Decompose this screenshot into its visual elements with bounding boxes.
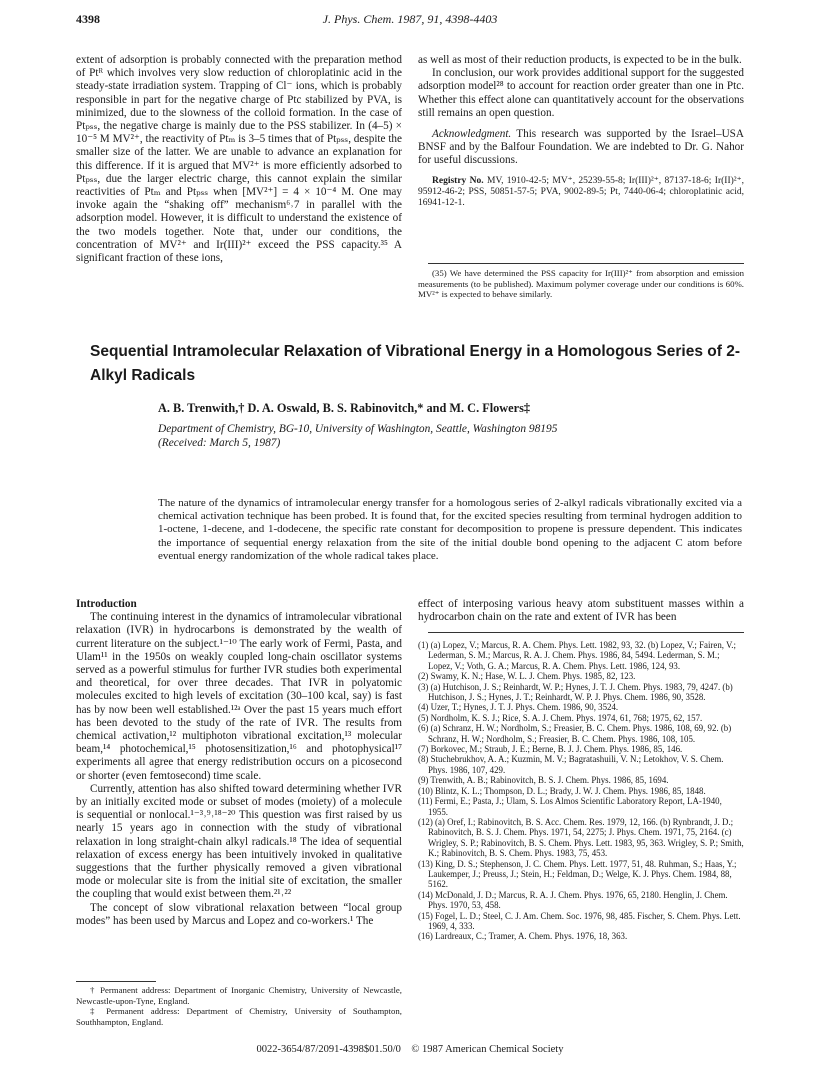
reference-item: (8) Stuchebrukhov, A. A.; Kuzmin, M. V.; Bagratashuili, V. N.; Letokhov, V. S. Chem. Phys. 1986, 107, 429. [418,754,724,775]
page-footer [0,1044,820,1055]
intro-paragraph-3: The concept of slow vibrational relaxation between “local group modes” has been used by Marcus and Lopez and co-workers.¹ The [76,901,402,927]
intro-paragraph-2: Currently, attention has also shifted toward determining whether IVR by an initially excited mode or subset of modes (moiety) of a molecule is sequential or nonlocal.¹⁻³˒⁹˒¹⁸⁻²⁰ This question was first raised by us nearly 15 years ago in connection with the study of vibrational relaxation in long straight-chain alkyl radicals.¹⁸ The idea of sequential relaxation of excess energy has been intuitively invoked in qualitative suggestions that the further physically removed a given vibrational mode or molecular site is from the initial site of excitation, the smaller the coupling that would exist between them.²¹˒²² [76,782,402,901]
conclusion-paragraph: In conclusion, our work provides additional support for the suggested adsorption model²⁸ to account for reaction order greater than one in Ptc. Whether this effect alone can quantitatively account for the observations still remains an open question. [418,67,744,119]
reference-item: (10) Blintz, K. L.; Thompson, D. L.; Brady, J. W. J. Chem. Phys. 1986, 85, 1848. [418,785,706,796]
reference-item: (2) Swamy, K. N.; Hase, W. L. J. Chem. Phys. 1985, 82, 123. [418,671,636,682]
prev-article-left-column [76,54,402,265]
references-divider [428,632,744,633]
reference-item: (12) (a) Oref, I.; Rabinovitch, B. S. Acc. Chem. Res. 1979, 12, 166. (b) Rynbrandt, J. D.; Rabinovitch, B. S. J. Chem. Phys. 1971, 54, 2275; J. Phys. Chem. 1971, 75, 2164. (c) Wrigley, S. P.; Rabinovitch, B. S. Chem. Phys. Lett. 1983, 95, 363. Wrigley, S. P.; Smith, K.; Rabinovitch, B. S. Chem. Phys. 1983, 75, 453. [418,816,744,859]
reference-item: (9) Trenwith, A. B.; Rabinovitch, B. S. J. Chem. Phys. 1986, 85, 1694. [418,775,669,786]
acknowledgment-paragraph [418,128,744,168]
prev-article-text: extent of adsorption is probably connected with the preparation method of Ptᴿ which involves very slow reduction of chloroplatinic acid in the steady-state irradiation system. Trapping of Cl⁻ ions, which is probably responsible in part for the negative charge of Ptc stabilized by PVA, is minimized, due to the slowness of the colloid formation. In the case of Ptₚₛₛ, the negative charge is mainly due to the PSS stabilizer. In (4–5) × 10⁻⁵ M MV²⁺, the reactivity of Ptₘ is 3–5 times that of Ptₚₛₛ, despite the smaller size of the latter. We are unable to advance an explanation for this difference. If it is argued that MV²⁺ is more efficiently adsorbed to Ptₚₛₛ, due the larger electric charge, this cannot explain the similar reactivities of Ptₘ and Ptₚₛₛ when [MV²⁺] = 4 × 10⁻⁴ M. One may invoke again the “shaking off” mechanism⁶˒7 in parallel with the adsorption model. However, it is difficult to understand the existence of the two models together. Note that, under our conditions, the concentration of MV²⁺ and Ir(III)²⁺ exceed the PSS capacity.³⁵ A significant fraction of these ions, [76,54,402,265]
author-footnotes [76,985,402,1027]
prev-article-footnote [418,268,744,300]
acknowledgment-label: Acknowledgment. [432,128,512,141]
reference-item: (5) Nordholm, K. S. J.; Rice, S. A. J. Chem. Phys. 1974, 61, 768; 1975, 62, 157. [418,712,703,723]
footnote-divider [428,263,744,264]
reference-item: (16) Lardreaux, C.; Tramer, A. Chem. Phys. 1976, 18, 363. [418,931,628,942]
footer-copyright: © 1987 American Chemical Society [411,1044,564,1055]
reference-item: (6) (a) Schranz, H. W.; Nordholm, S.; Freasier, B. C. Chem. Phys. 1986, 108, 69, 92. (b) Schranz, H. W.; Nordholm, S.; Freasier, B. C. Chem. Phys. 1986, 108, 105. [418,723,732,744]
acknowledgment-text: This research was supported by the Israel–USA BNSF and by the Balfour Foundation. We are indebted to Dr. G. Nahor for useful discussions. [418,128,744,167]
author-footnote-divider [76,981,156,982]
journal-citation: J. Phys. Chem. 1987, 91, 4398-4403 [322,12,498,26]
reference-item: (4) Uzer, T.; Hynes, J. T. J. Phys. Chem. 1986, 90, 3524. [418,702,619,713]
footnote-double-dagger: ‡ Permanent address: Department of Chemistry, University of Southampton, Southhampton, England. [76,1006,402,1027]
footer-code: 0022-3654/87/2091-4398$01.50/0 [256,1044,401,1055]
registry-numbers [418,176,744,210]
footnote-dagger: † Permanent address: Department of Inorganic Chemistry, University of Newcastle, Newcastle-upon-Tyne, England. [76,985,402,1006]
registry-text: MV, 1910-42-5; MV⁺, 25239-55-8; Ir(III)²⁺, 87137-18-6; Ir(II)²⁺, 95912-46-2; PSS, 50851-57-5; PVA, 9002-89-5; Pt, 7440-06-4; chloroplatinic acid, 16941-12-1. [418,175,745,209]
running-header [76,12,744,30]
intro-right-column [418,598,744,624]
intro-heading: Introduction [76,598,137,610]
reference-item: (7) Borkovec, M.; Straub, J. E.; Berne, B. J. J. Chem. Phys. 1986, 85, 146. [418,744,683,755]
page-number: 4398 [76,12,100,26]
reference-item: (3) (a) Hutchison, J. S.; Reinhardt, W. P.; Hynes, J. T. J. Chem. Phys. 1983, 79, 4247. (b) Hutchison, J. S.; Hynes, J. T.; Reinhardt, W. P. J. Phys. Chem. 1986, 90, 3528. [418,681,733,703]
article-affiliation [158,422,557,450]
received-date: (Received: March 5, 1987) [158,437,281,449]
right-intro-text: effect of interposing various heavy atom substituent masses within a hydrocarbon chain on the rate and extent of IVR has been [418,598,744,624]
article-title: Sequential Intramolecular Relaxation of Vibrational Energy in a Homologous Series of 2-Alkyl Radicals [90,343,740,384]
affiliation-text: Department of Chemistry, BG-10, University of Washington, Seattle, Washington 98195 [158,423,558,435]
prev-article-right-column [418,54,744,210]
article-abstract: The nature of the dynamics of intramolecular energy transfer for a homologous series of 2-alkyl radicals vibrationally excited via a chemical activation technique has been probed. It is found that, for the excited species resulting from terminal hydrogen addition to 1-octene, 1-decene, and 1-dodecene, the specific rate constant for decomposition to propene is pressure dependent. This indicates the importance of sequential energy relaxation from the site of the initial double bond opening to the adjacent C atom before eventual energy randomization of the whole radical takes place. [158,497,742,562]
intro-left-column [76,598,402,928]
reference-item: (15) Fogel, L. D.; Steel, C. J. Am. Chem. Soc. 1976, 98, 485. Fischer, S. Chem. Phys. Lett. 1969, 4, 333. [418,910,741,931]
reference-item: (13) King, D. S.; Stephenson, J. C. Chem. Phys. Lett. 1977, 51, 48. Ruhman, S.; Haas, Y.; Laukemper, J.; Preuss, J.; Stein, H.; Feldman, D.; Welge, K. J. Phys. Chem. 1984, 88, 5162. [418,858,737,890]
references-list [418,640,744,942]
reference-item: (1) (a) Lopez, V.; Marcus, R. A. Chem. Phys. Lett. 1982, 93, 32. (b) Lopez, V.; Fairen, V.; Lederman, S. M.; Marcus, R. A. J. Chem. Phys. 1986, 84, 5494. Lederman, S. M.; Lopez, V.; Voth, G. A.; Marcus, R. A. Chem. Phys. Lett. 1986, 124, 93. [418,640,736,671]
reference-item: (14) McDonald, J. D.; Marcus, R. A. J. Chem. Phys. 1976, 65, 2180. Henglin, J. Chem. Phys. 1970, 53, 458. [418,889,728,911]
prev-article-bulk-paragraph: as well as most of their reduction products, is expected to be in the bulk. [418,54,742,66]
article-authors: A. B. Trenwith,† D. A. Oswald, B. S. Rabinovitch,* and M. C. Flowers‡ [158,401,531,415]
intro-paragraph-1: The continuing interest in the dynamics of intramolecular vibrational relaxation (IVR) in hydrocarbons is demonstrated by the wealth of current literature on the subject.¹⁻¹⁰ The early work of Fermi, Pasta, and Ulam¹¹ in the 1950s on weakly coupled long-chain oscillator systems served as a powerful stimulus for further IVR studies both experimental and theoretical, for over three decades. That IVR in polyatomic molecules excited to high levels of excitation (30–100 kcal, say) is fast has by now been well established.¹²ᵃ Over the past 15 years much effort has been devoted to the study of the rate of IVR. The results from chemical activation,¹² multiphoton vibrational excitation,¹³ molecular beam,¹⁴ photochemical,¹⁵ photosensitization,¹⁶ and photophysical¹⁷ experiments all agree that energy redistribution occurs on a picosecond or shorter (even femtosecond) time scale. [76,611,402,782]
reference-item: (11) Fermi, E.; Pasta, J.; Ulam, S. Los Almos Scientific Laboratory Report, LA-1940, 1955. [418,796,722,817]
registry-label: Registry No. [432,175,484,186]
footnote-35: (35) We have determined the PSS capacity for Ir(III)²⁺ from absorption and emission measurements (to be published). Maximum polymer coverage under our conditions is 60%. MV²⁺ is expected to behave similarly. [418,268,744,300]
